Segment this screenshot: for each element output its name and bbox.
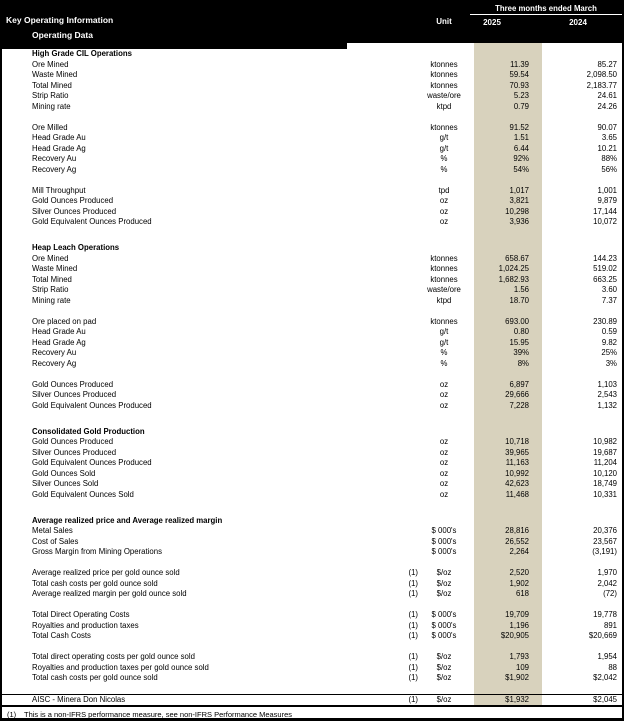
unit-cell: $/oz [436,673,452,682]
unit-cell: ktonnes [430,316,458,326]
value-2025: 59.54 [509,70,529,79]
year-2025-header: 2025 [483,18,501,27]
row-label: Gold Equivalent Ounces Produced [32,217,152,226]
footnote-marker: (1) [7,710,17,719]
spacer-row [2,112,622,123]
table-row [2,133,622,144]
spacer-row [2,558,622,569]
footnote-marker: (1) [408,662,418,672]
table-row [2,663,622,674]
spacer-row [2,642,622,653]
value-2024: 2,042 [597,578,617,588]
unit-cell: % [440,358,448,368]
value-2024: 10.21 [597,143,617,153]
section-title: Operating Data [32,30,93,40]
value-2025: 1,017 [509,185,529,195]
row-label: Ore placed on pad [32,316,97,326]
row-label: Average realized price and Average realized margin [32,515,223,525]
unit-cell: oz [439,217,449,226]
unit-cell: ktpd [436,295,452,305]
value-2025: 1.56 [513,285,529,294]
spacer-row [2,600,622,611]
unit-cell: $ 000's [431,536,457,546]
value-2024: 2,183.77 [586,80,617,90]
value-2024: 19,778 [593,610,617,619]
value-2025: 29,666 [505,390,529,399]
value-2024: 17,144 [593,206,617,216]
footnote-marker: (1) [408,610,418,619]
unit-cell: oz [439,468,449,478]
unit-cell: $/oz [436,568,452,577]
unit-cell: g/t [439,133,449,142]
unit-cell: $ 000's [431,547,457,556]
row-label: Average realized margin per gold ounce sold [32,589,187,598]
row-label: Total cash costs per gold ounce sold [32,673,158,682]
unit-cell: % [440,154,448,163]
table-row [2,652,622,663]
row-label: Silver Ounces Produced [32,447,117,457]
table-row [2,60,622,71]
value-2024: 1,954 [597,652,617,661]
value-2025: 6.44 [513,143,529,153]
unit-cell: % [440,348,448,357]
value-2024: $2,045 [593,694,617,704]
table-row [2,338,622,349]
year-2024-header: 2024 [569,18,587,27]
table-row [2,380,622,391]
value-2025: 10,992 [505,468,529,478]
unit-cell: oz [439,447,449,457]
row-label: Total direct operating costs per gold ounce sold [32,652,195,661]
spacer-row [2,411,622,422]
unit-cell: % [440,164,448,174]
value-2025: 28,816 [505,526,529,535]
row-label: Head Grade Au [32,327,86,336]
row-label: Total Mined [32,80,72,90]
value-2024: 1,970 [597,568,617,577]
value-2024: 88 [608,662,617,672]
row-label: High Grade CIL Operations [32,49,132,58]
row-label: Total Cash Costs [32,631,91,640]
value-2024: $2,042 [593,673,617,682]
footnote-marker: (1) [408,620,418,630]
unit-cell: oz [439,458,449,467]
footnote-marker: (1) [408,694,418,704]
row-label: Head Grade Au [32,133,86,142]
value-2024: 891 [603,620,617,630]
value-2025: 8% [517,358,529,368]
value-2024: 10,072 [593,217,617,226]
value-2024: 3% [605,358,617,368]
table-row [2,123,622,134]
value-2025: 54% [513,164,529,174]
unit-cell: ktonnes [430,264,458,273]
table-row [2,359,622,370]
unit-cell: ktpd [436,101,452,111]
table-row [2,390,622,401]
value-2024: (3,191) [592,547,617,556]
footnote-marker: (1) [408,652,418,661]
unit-cell: ktonnes [430,59,458,69]
value-2025: 2,520 [509,568,529,577]
value-2024: (72) [603,589,617,598]
value-2025: $20,905 [500,631,529,640]
row-label: Royalties and production taxes [32,620,139,630]
row-label: Head Grade Ag [32,337,86,347]
value-2025: 10,718 [505,437,529,446]
spacer-row [2,175,622,186]
unit-cell: $ 000's [431,620,457,630]
footnote-marker: (1) [408,589,418,598]
table-row [2,694,622,705]
row-label: Average realized price per gold ounce sold [32,568,180,577]
table-row [2,264,622,275]
row-label: Waste Mined [32,264,78,273]
value-2024: 10,120 [593,468,617,478]
value-2024: 144.23 [593,253,617,263]
value-2024: 90.07 [597,122,617,132]
table-row [2,568,622,579]
table-row [2,348,622,359]
row-label: Gold Ounces Sold [32,468,96,478]
value-2024: 24.26 [597,101,617,111]
value-2024: 9,879 [597,196,617,205]
unit-cell: waste/ore [427,91,461,100]
double-rule [2,705,622,707]
value-2025: 2,264 [509,547,529,556]
table-row [2,254,622,265]
value-2025: 1,024.25 [498,264,529,273]
unit-cell: $/oz [436,578,452,588]
value-2024: 1,001 [597,185,617,195]
table-row [2,479,622,490]
row-label: Consolidated Gold Production [32,426,145,436]
row-label: Strip Ratio [32,91,69,100]
row-label: Gold Equivalent Ounces Produced [32,400,152,410]
value-2025: 1,196 [509,620,529,630]
value-2025: 11.39 [510,59,529,69]
row-label: Recovery Ag [32,358,77,368]
unit-cell: oz [439,479,449,488]
unit-cell: g/t [439,143,449,153]
value-2025: 693.00 [505,316,529,326]
unit-cell: oz [439,489,449,499]
footnote-text: This is a non-IFRS performance measure, see non-IFRS Performance Measures [24,710,293,719]
value-2025: 19,709 [505,610,529,619]
row-label: AISC - Minera Don Nicolas [32,694,126,704]
value-2024: 85.27 [597,59,617,69]
row-label: Recovery Ag [32,164,77,174]
table-row [2,490,622,501]
table-row [2,547,622,558]
table-row [2,154,622,165]
value-2025: 109 [515,662,529,672]
table-row [2,631,622,642]
value-2025: 0.80 [513,327,529,336]
row-label: Royalties and production taxes per gold ounce sold [32,662,209,672]
section-header-row [2,243,622,254]
value-2025: 1,902 [509,578,529,588]
table-row [2,448,622,459]
row-label: Gold Ounces Produced [32,379,114,389]
value-2024: 25% [601,348,617,357]
value-2025: 18.70 [509,295,529,305]
row-label: Head Grade Ag [32,143,86,153]
row-label: Mining rate [32,295,71,305]
operating-table-rows [2,49,622,705]
table-row [2,102,622,113]
value-2024: 230.89 [593,316,617,326]
unit-cell: oz [439,390,449,399]
spacer-row [2,228,622,239]
value-2025: 15.95 [509,337,529,347]
row-label: Mill Throughput [32,185,86,195]
table-row [2,285,622,296]
value-2025: 11,163 [505,458,529,467]
table-row [2,327,622,338]
unit-cell: $/oz [436,694,452,704]
value-2025: 658.67 [505,253,529,263]
row-label: Total Mined [32,274,72,284]
value-2024: 10,331 [593,489,617,499]
row-label: Ore Milled [32,122,68,132]
unit-column-header: Unit [436,17,452,26]
section-header-row [2,49,622,60]
row-label: Total cash costs per gold ounce sold [32,578,158,588]
value-2024: 2,543 [597,390,617,399]
value-2024: 9.82 [601,337,617,347]
row-label: Recovery Au [32,154,77,163]
value-2025: 39,965 [505,447,529,457]
value-2025: 39% [513,348,529,357]
value-2025: 1.51 [513,133,529,142]
table-row [2,621,622,632]
row-label: Total Direct Operating Costs [32,610,130,619]
value-2024: 1,132 [597,400,617,410]
value-2025: $1,902 [505,673,529,682]
unit-cell: oz [439,379,449,389]
value-2024: 56% [601,164,617,174]
value-2025: 1,682.93 [498,274,529,284]
footnote-marker: (1) [408,631,418,640]
table-row [2,401,622,412]
unit-cell: oz [439,206,449,216]
value-2024: 18,749 [593,479,617,488]
row-label: Cost of Sales [32,536,79,546]
row-label: Silver Ounces Produced [32,206,117,216]
value-2025: 10,298 [505,206,529,216]
table-row [2,165,622,176]
table-row [2,317,622,328]
row-label: Silver Ounces Sold [32,479,99,488]
value-2025: 26,552 [505,536,529,546]
row-label: Waste Mined [32,70,78,79]
value-2025: 3,936 [509,217,529,226]
table-row [2,70,622,81]
unit-cell: $/oz [436,652,452,661]
value-2025: 91.52 [509,122,529,132]
value-2024: 19,687 [593,447,617,457]
footnote-marker: (1) [408,673,418,682]
value-2025: 92% [513,154,529,163]
value-2024: 24.61 [597,91,617,100]
value-2024: $20,669 [588,631,617,640]
value-2024: 10,982 [593,437,617,446]
spacer-row [2,306,622,317]
unit-cell: oz [439,437,449,446]
section-header-row [2,516,622,527]
unit-cell: $/oz [436,589,452,598]
value-2025: 1,793 [509,652,529,661]
row-label: Gold Equivalent Ounces Sold [32,489,134,499]
table-row [2,207,622,218]
row-label: Gold Ounces Produced [32,437,114,446]
table-row [2,589,622,600]
row-label: Silver Ounces Produced [32,390,117,399]
unit-cell: $ 000's [431,631,457,640]
value-2024: 88% [601,154,617,163]
value-2024: 1,103 [597,379,617,389]
value-2025: 618 [515,589,529,598]
value-2024: 3.60 [601,285,617,294]
value-2025: 3,821 [509,196,529,205]
table-row [2,91,622,102]
row-label: Ore Mined [32,59,69,69]
value-2024: 11,204 [593,458,617,467]
footnote-row [2,709,622,720]
table-row [2,144,622,155]
value-2024: 519.02 [593,264,617,273]
value-2024: 23,567 [593,536,617,546]
value-2024: 3.65 [601,133,617,142]
table-row [2,296,622,307]
unit-cell: ktonnes [430,80,458,90]
spacer-row [2,500,622,511]
table-row [2,81,622,92]
value-2025: $1,932 [505,694,529,704]
footnote-marker: (1) [408,578,418,588]
unit-cell: g/t [439,327,449,336]
table-row [2,610,622,621]
unit-cell: ktonnes [430,122,458,132]
unit-cell: ktonnes [430,274,458,284]
table-row [2,526,622,537]
value-2024: 663.25 [593,274,617,284]
value-2025: 6,897 [509,379,529,389]
spacer-row [2,369,622,380]
period-header: Three months ended March [470,4,622,15]
row-label: Ore Mined [32,253,69,263]
row-label: Heap Leach Operations [32,243,120,252]
table-row [2,673,622,684]
unit-cell: oz [439,400,449,410]
table-row [2,469,622,480]
unit-cell: $ 000's [431,526,457,535]
table-row [2,458,622,469]
unit-cell: tpd [438,185,450,195]
value-2025: 7,228 [509,400,529,410]
row-label: Recovery Au [32,348,77,357]
unit-cell: ktonnes [430,253,458,263]
unit-cell: g/t [439,337,449,347]
section-header-row [2,427,622,438]
value-2024: 20,376 [593,526,617,535]
table-row [2,537,622,548]
value-2025: 42,623 [505,479,529,488]
value-2024: 2,098.50 [586,70,617,79]
value-2025: 11,468 [505,489,529,499]
row-label: Mining rate [32,101,71,111]
value-2025: 5.23 [513,91,529,100]
table-row [2,196,622,207]
value-2024: 0.59 [601,327,617,336]
header-band [2,2,622,43]
row-label: Gold Ounces Produced [32,196,114,205]
row-label: Gross Margin from Mining Operations [32,547,162,556]
table-row [2,275,622,286]
page-title: Key Operating Information [6,15,114,25]
spacer-row [2,684,622,695]
table-row [2,437,622,448]
row-label: Strip Ratio [32,285,69,294]
value-2024: 7.37 [601,295,617,305]
table-row [2,186,622,197]
row-label: Gold Equivalent Ounces Produced [32,458,152,467]
unit-cell: $ 000's [431,610,457,619]
value-2025: 70.93 [509,80,529,90]
unit-cell: $/oz [436,662,452,672]
unit-cell: oz [439,196,449,205]
row-label: Metal Sales [32,526,73,535]
unit-cell: waste/ore [427,285,461,294]
value-2025: 0.79 [513,101,529,111]
unit-cell: ktonnes [430,70,458,79]
footnote-marker: (1) [408,568,418,577]
table-row [2,579,622,590]
table-row [2,217,622,228]
